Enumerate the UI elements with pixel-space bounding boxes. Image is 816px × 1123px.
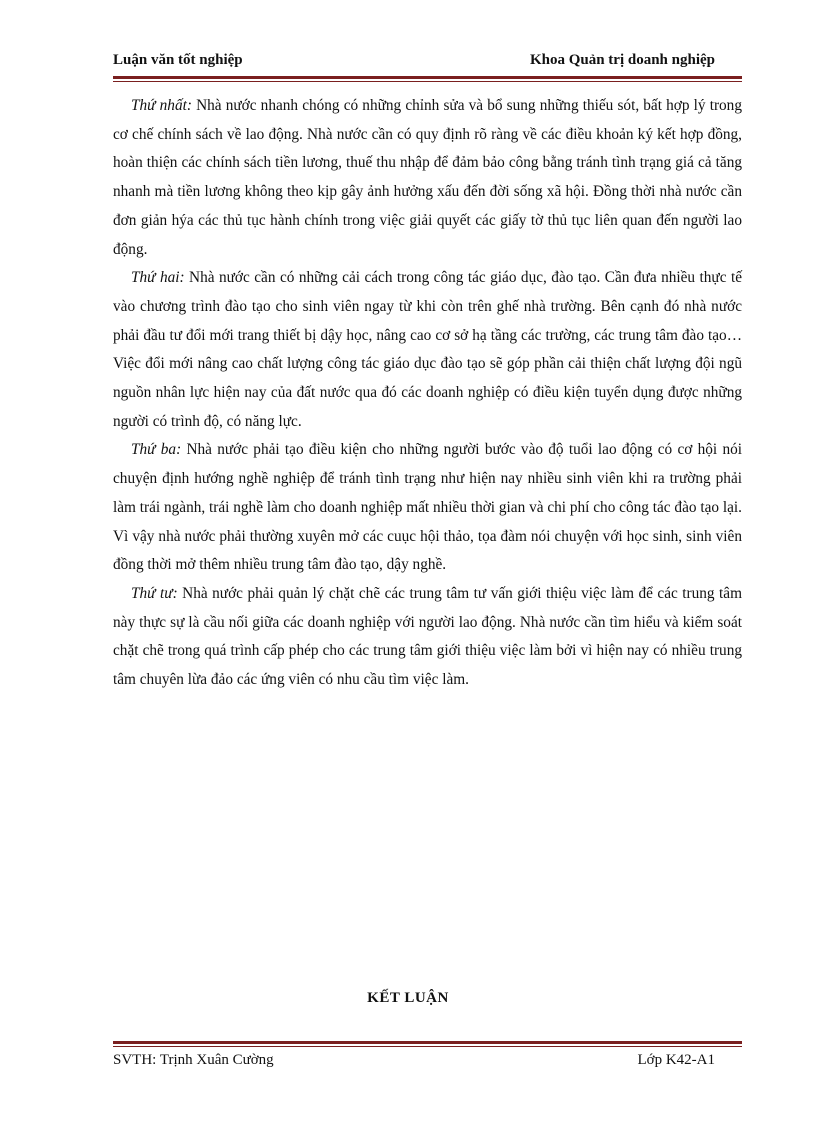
paragraph-text: Nhà nước phải quản lý chặt chẽ các trung tâm tư vấn giới thiệu việc làm để các trung tâm này thực sự là cầu nối giữa các doanh nghiệp với người lao động. Nhà nước cần tìm hiểu và kiểm soát chặt chẽ trong quá trình cấp phép cho các trung tâm giới thiệu việc làm bởi vì hiện nay có nhiều trung tâm chuyên lừa đảo các ứng viên có nhu cầu tìm việc làm. bbox=[113, 584, 742, 689]
paragraph-lead: Thứ tư: bbox=[131, 584, 178, 602]
paragraph-first bbox=[113, 92, 742, 264]
footer-class-label: Lớp K42-A1 bbox=[637, 1052, 715, 1068]
paragraph-lead: Thứ hai: bbox=[131, 269, 185, 287]
paragraph-text: Nhà nước phải tạo điều kiện cho những người bước vào độ tuổi lao động có cơ hội nói chuyện định hướng nghề nghiệp để tránh tình trạng như hiện nay nhiều sinh viên khi ra trường phải làm trái ngành, trái nghề làm cho doanh nghiệp mất nhiều thời gian và chi phí cho công tác đào tạo lại. Vì vậy nhà nước phải thường xuyên mở các cuục hội thảo, tọa đàm nói chuyện với học sinh, sinh viên đồng thời mở thêm nhiều trung tâm đào tạo, dậy nghề. bbox=[113, 441, 742, 574]
paragraph-lead: Thứ ba: bbox=[131, 441, 182, 459]
paragraph-second bbox=[113, 264, 742, 436]
header-rule bbox=[113, 76, 742, 82]
header-faculty-label: Khoa Quản trị doanh nghiệp bbox=[529, 52, 715, 68]
document-body bbox=[113, 92, 742, 695]
paragraph-third bbox=[113, 436, 742, 580]
paragraph-text: Nhà nước cần có những cải cách trong công tác giáo dục, đào tạo. Cần đưa nhiều thực tế vào chương trình đào tạo cho sinh viên ngay từ khi còn trên ghế nhà trường. Bên cạnh đó nhà nước phải đầu tư đổi mới trang thiết bị dậy học, nâng cao cơ sở hạ tầng các trường, các trung tâm đào tạo…Việc đổi mới nâng cao chất lượng công tác giáo dục đào tạo sẽ góp phần cải thiện chất lượng đội ngũ nguồn nhân lực hiện nay của đất nước qua đó các doanh nghiệp có điều kiện tuyển dụng được những người có trình độ, có năng lực. bbox=[113, 269, 742, 430]
footer-rule bbox=[113, 1041, 742, 1047]
paragraph-text: Nhà nước nhanh chóng có những chỉnh sửa và bổ sung những thiếu sót, bất hợp lý trong cơ chế chính sách về lao động. Nhà nước cần có quy định rõ ràng về các điều khoản ký kết hợp đồng, hoàn thiện các chính sách tiền lương, thuế thu nhập để đảm bảo công bằng tránh tình trạng giá cả tăng nhanh mà tiền lương không theo kịp gây ảnh hưởng xấu đến đời sống xã hội. Đồng thời nhà nước cần đơn giản hýa các thủ tục hành chính trong việc giải quyết các giấy tờ thủ tục liên quan đến người lao động. bbox=[113, 97, 742, 258]
conclusion-heading: KẾT LUẬN bbox=[367, 990, 449, 1006]
footer-student-label: SVTH: Trịnh Xuân Cường bbox=[113, 1052, 274, 1068]
page-header bbox=[113, 52, 715, 76]
paragraph-fourth bbox=[113, 580, 742, 695]
header-thesis-label: Luận văn tốt nghiệp bbox=[113, 52, 243, 68]
paragraph-lead: Thứ nhất: bbox=[131, 97, 192, 114]
